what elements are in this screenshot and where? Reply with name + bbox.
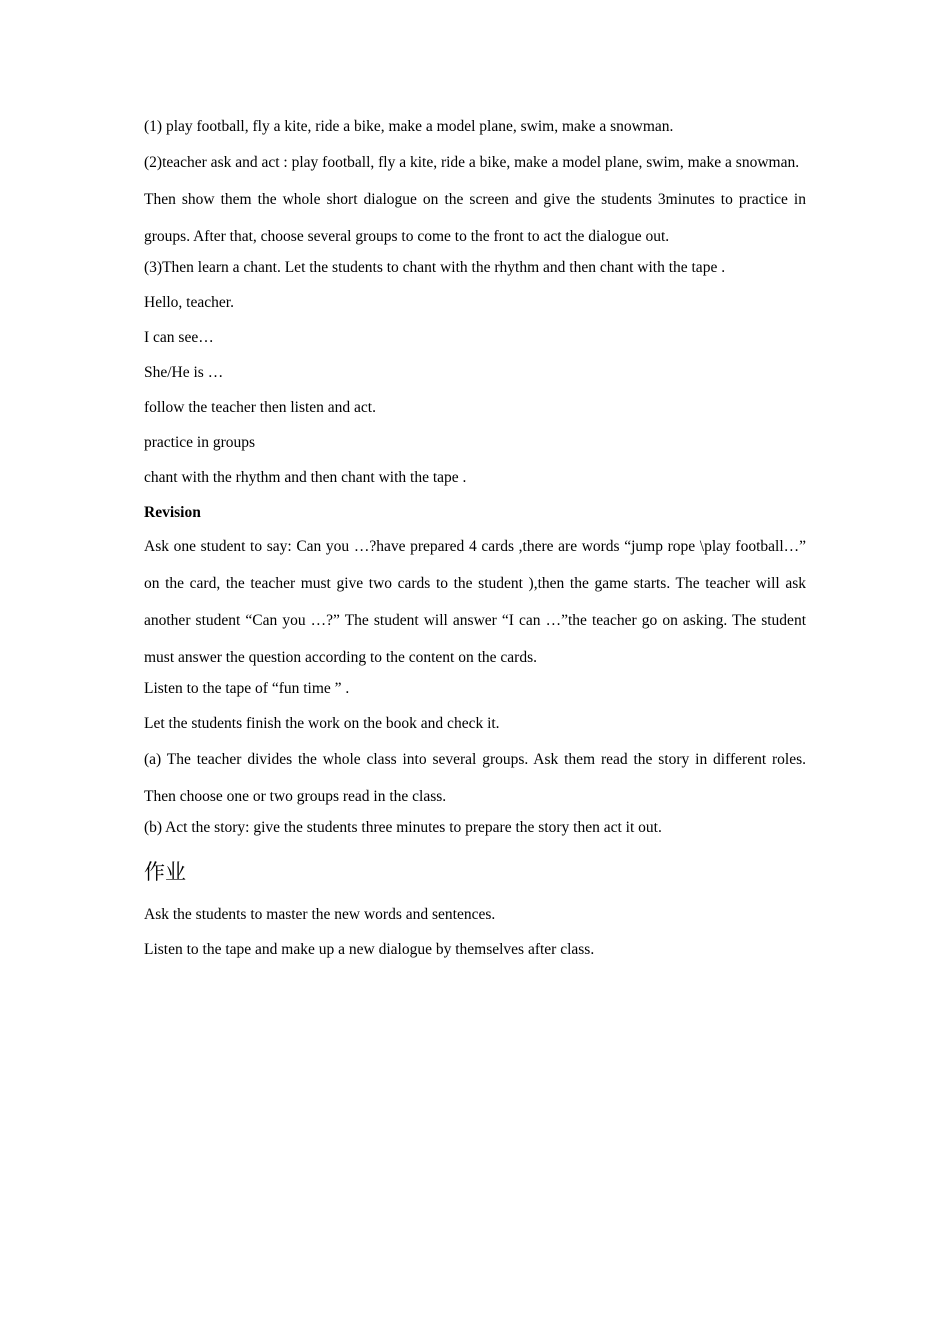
text-homework-dialogue: Listen to the tape and make up a new dialogue by themselves after class. [144, 941, 595, 958]
text-hello-teacher: Hello, teacher. [144, 294, 234, 311]
paragraph-learn-chant: (3)Then learn a chant. Let the students to chant with the rhythm and then chant with the tape . [144, 259, 726, 276]
text-listen-fun-time: Listen to the tape of “fun time ” . [144, 680, 350, 697]
text-i-can-see: I can see… [144, 329, 214, 346]
text-chant-rhythm: chant with the rhythm and then chant with the tape . [144, 469, 467, 486]
text-finish-work: Let the students finish the work on the book and check it. [144, 715, 500, 732]
text-follow-teacher: follow the teacher then listen and act. [144, 399, 376, 416]
paragraph-revision-game: Ask one student to say: Can you …?have prepared 4 cards ,there are words “jump rope \play football…” on the card, the teacher must give two cards to the student ),then the game starts. The teacher will ask another student “Can you …?” The student will answer “I can …”the teacher go on asking. The student must answer the question according to the content on the cards. [144, 538, 806, 666]
paragraph-activities-list: (1) play football, fly a kite, ride a bike, make a model plane, swim, make a snowman. [144, 118, 674, 135]
paragraph-teacher-ask-act: (2)teacher ask and act : play football, fly a kite, ride a bike, make a model plane, swim, make a snowman. [144, 154, 800, 171]
paragraph-show-dialogue: Then show them the whole short dialogue on the screen and give the students 3minutes to practice in groups. After that, choose several groups to come to the front to act the dialogue out. [144, 191, 806, 245]
text-homework-master-words: Ask the students to master the new words and sentences. [144, 906, 496, 923]
paragraph-act-story: (b) Act the story: give the students three minutes to prepare the story then act it out. [144, 819, 662, 836]
paragraph-read-story-groups: (a) The teacher divides the whole class into several groups. Ask them read the story in different roles. Then choose one or two groups read in the class. [144, 751, 806, 805]
document-page [144, 116, 806, 961]
text-practice-groups: practice in groups [144, 434, 256, 451]
section-heading-homework: 作业 [144, 860, 186, 884]
text-she-he-is: She/He is … [144, 364, 224, 381]
section-heading-revision: Revision [144, 504, 201, 521]
